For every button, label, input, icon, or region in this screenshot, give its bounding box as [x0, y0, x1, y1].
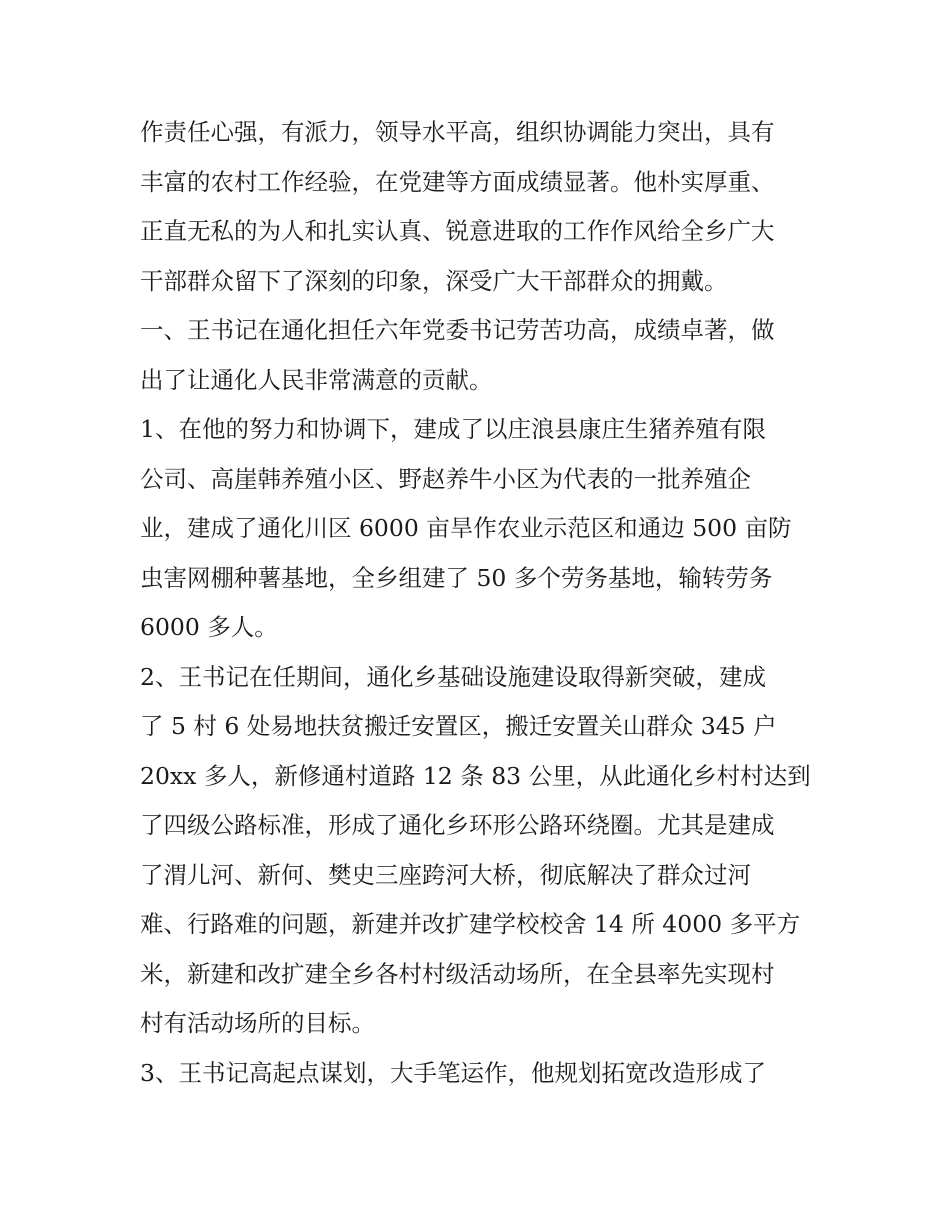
text-line: 丰富的农村工作经验，在党建等方面成绩显著。他朴实厚重、	[140, 167, 775, 196]
text-line: 了 5 村 6 处易地扶贫搬迁安置区，搬迁安置关山群众 345 户	[140, 712, 777, 740]
text-line: 作责任心强，有派力，领导水平高，组织协调能力突出，具有	[140, 118, 775, 146]
text-line: 20xx 多人，新修通村道路 12 条 83 公里，从此通化乡村村达到	[140, 761, 811, 790]
text-line: 难、行路难的问题，新建并改扩建学校校舍 14 所 4000 多平方	[140, 910, 801, 938]
text-line: 2、王书记在任期间，通化乡基础设施建设取得新突破，建成	[140, 662, 766, 691]
text-line: 干部群众留下了深刻的印象，深受广大干部群众的拥戴。	[140, 266, 728, 295]
text-line: 3、王书记高起点谋划，大手笔运作，他规划拓宽改造形成了	[140, 1058, 766, 1087]
text-line: 6000 多人。	[140, 613, 278, 641]
text-line: 虫害网棚种薯基地，全乡组建了 50 多个劳务基地，输转劳务	[140, 563, 773, 592]
text-line: 米，新建和改扩建全乡各村村级活动场所，在全县率先实现村	[140, 959, 775, 988]
text-line: 业，建成了通化川区 6000 亩旱作农业示范区和通边 500 亩防	[140, 514, 792, 542]
text-line: 正直无私的为人和扎实认真、锐意进取的工作作风给全乡广大	[140, 217, 775, 245]
text-line: 1、在他的努力和协调下，建成了以庄浪县康庄生猪养殖有限	[140, 415, 766, 443]
text-line: 了渭儿河、新何、樊史三座跨河大桥，彻底解决了群众过河	[140, 860, 751, 889]
text-line: 一、王书记在通化担任六年党委书记劳苦功高，成绩卓著，做	[140, 316, 775, 344]
text-line: 了四级公路标准，形成了通化乡环形公路环绕圈。尤其是建成	[140, 811, 775, 839]
text-line: 公司、高崖韩养殖小区、野赵养牛小区为代表的一批养殖企	[140, 464, 751, 493]
document-body	[140, 108, 820, 1098]
text-line: 村有活动场所的目标。	[140, 1009, 375, 1037]
text-line: 出了让通化人民非常满意的贡献。	[140, 365, 493, 394]
